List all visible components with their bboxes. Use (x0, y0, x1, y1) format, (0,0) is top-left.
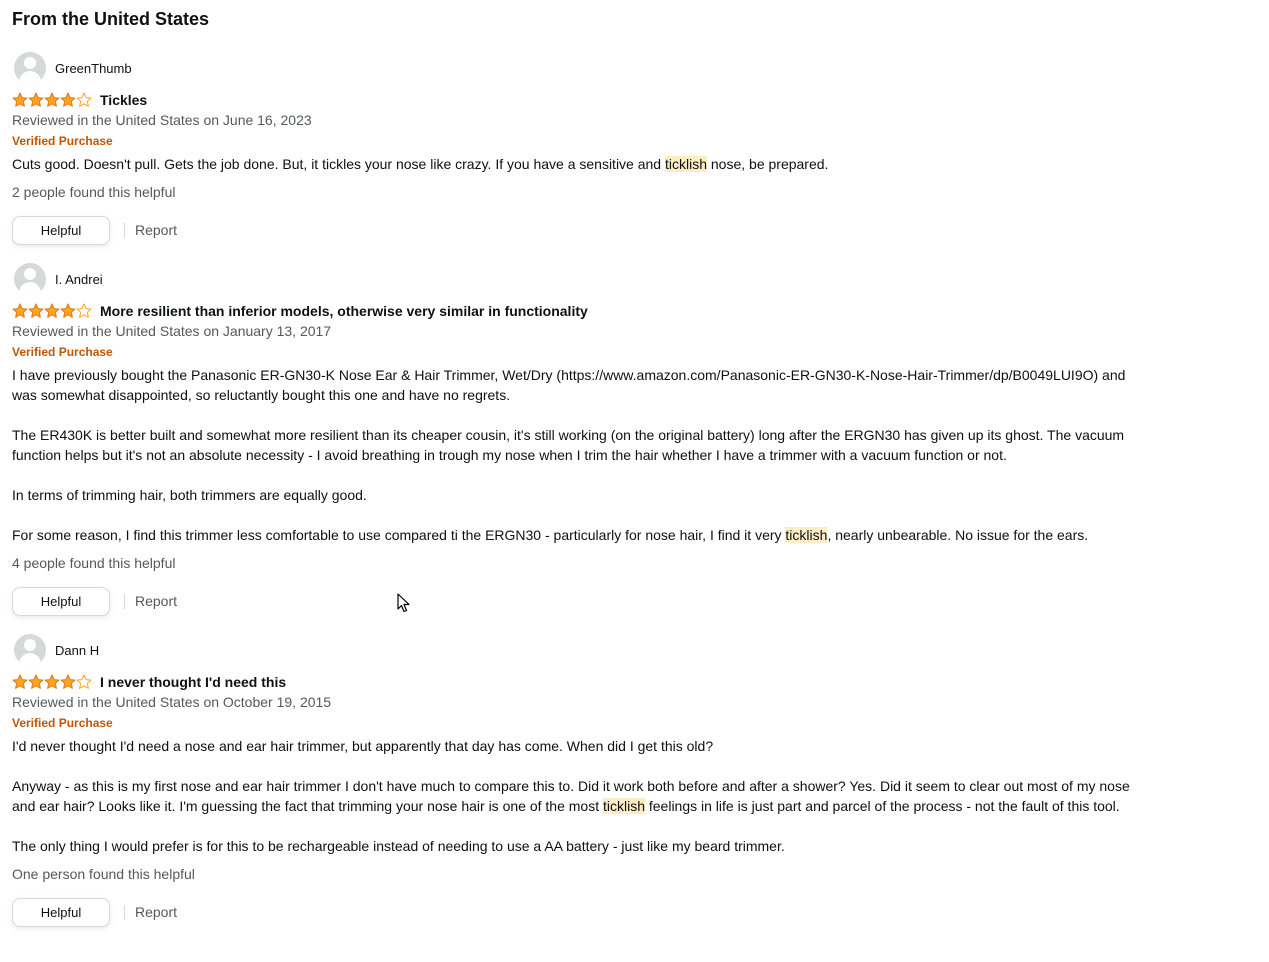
helpful-button[interactable]: Helpful (12, 898, 110, 927)
search-highlight: ticklish (785, 527, 828, 543)
divider (124, 223, 125, 238)
review-title[interactable]: Tickles (100, 92, 148, 108)
reviewer-profile[interactable] (12, 263, 1142, 295)
star-filled-icon (12, 92, 28, 108)
review-paragraph: For some reason, I find this trimmer less comfortable to use compared ti the ERGN30 - particularly for nose hair, I find it very ticklish, nearly unbearable. No issue for the ears. (12, 527, 1089, 543)
star-rating[interactable] (12, 674, 92, 690)
review-title[interactable]: More resilient than inferior models, otherwise very similar in functionality (100, 303, 588, 319)
review-paragraph: I have previously bought the Panasonic ER-GN30-K Nose Ear & Hair Trimmer, Wet/Dry (https://www.amazon.com/Panasonic-ER-GN30-K-Nose-Hair-Trimmer/dp/B0049LUI9O) and was somewhat disappointed, so reluctantly bought this one and have no regrets. (12, 367, 1126, 403)
review-card (12, 263, 1142, 616)
review-paragraph: The only thing I would prefer is for this to be rechargeable instead of needing to use a AA battery - just like my beard trimmer. (12, 838, 785, 854)
review-paragraph: The ER430K is better built and somewhat more resilient than its cheaper cousin, it's still working (on the original battery) long after the ERGN30 has given up its ghost. The vacuum function helps but it's not an absolute necessity - I avoid breathing in trough my nose when I trim the hair whether I have a trimmer with a vacuum function or not. (12, 427, 1125, 463)
verified-purchase-badge[interactable]: Verified Purchase (12, 345, 113, 359)
reviewer-profile[interactable] (12, 634, 1142, 666)
star-filled-icon (12, 674, 28, 690)
reviewer-name[interactable]: I. Andrei (55, 271, 103, 287)
review-paragraph: In terms of trimming hair, both trimmers are equally good. (12, 487, 367, 503)
review-date: Reviewed in the United States on October 19, 2015 (12, 694, 332, 710)
helpful-button[interactable]: Helpful (12, 216, 110, 245)
verified-purchase-badge[interactable]: Verified Purchase (12, 134, 113, 148)
reviewer-profile[interactable] (12, 52, 1142, 84)
star-filled-icon (12, 303, 28, 319)
verified-purchase-badge[interactable]: Verified Purchase (12, 716, 113, 730)
star-empty-icon (76, 674, 92, 690)
mouse-cursor-icon (397, 593, 411, 613)
search-highlight: ticklish (664, 156, 707, 172)
divider (124, 594, 125, 609)
review-body (12, 736, 1142, 856)
star-filled-icon (44, 92, 60, 108)
section-title: From the United States (12, 9, 210, 29)
star-empty-icon (76, 92, 92, 108)
report-link[interactable]: Report (135, 593, 178, 609)
star-filled-icon (44, 303, 60, 319)
star-filled-icon (60, 303, 76, 319)
star-filled-icon (28, 674, 44, 690)
reviewer-name[interactable]: GreenThumb (55, 60, 132, 76)
avatar-icon (14, 263, 46, 295)
review-date: Reviewed in the United States on June 16, 2023 (12, 112, 312, 128)
review-body (12, 365, 1142, 545)
helpful-count: One person found this helpful (12, 866, 195, 882)
star-filled-icon (60, 674, 76, 690)
review-paragraph: Cuts good. Doesn't pull. Gets the job done. But, it tickles your nose like crazy. If you have a sensitive and ticklish nose, be prepared. (12, 156, 829, 172)
report-link[interactable]: Report (135, 222, 178, 238)
star-filled-icon (44, 674, 60, 690)
star-filled-icon (28, 92, 44, 108)
star-empty-icon (76, 303, 92, 319)
avatar-icon (14, 52, 46, 84)
review-card (12, 52, 1142, 245)
review-paragraph: I'd never thought I'd need a nose and ear hair trimmer, but apparently that day has come. When did I get this old? (12, 738, 714, 754)
avatar-icon (14, 634, 46, 666)
star-filled-icon (60, 92, 76, 108)
star-rating[interactable] (12, 92, 92, 108)
helpful-button[interactable]: Helpful (12, 587, 110, 616)
star-rating[interactable] (12, 303, 92, 319)
review-body (12, 154, 1142, 174)
reviewer-name[interactable]: Dann H (55, 642, 100, 658)
review-title[interactable]: I never thought I'd need this (100, 674, 287, 690)
review-card (12, 634, 1142, 927)
helpful-count: 2 people found this helpful (12, 184, 176, 200)
search-highlight: ticklish (602, 798, 645, 814)
star-filled-icon (28, 303, 44, 319)
review-paragraph: Anyway - as this is my first nose and ear hair trimmer I don't have much to compare this to. Did it work both before and after a shower? Yes. Did it seem to clear out most of my nose and ear hair? Looks like it. I'm guessing the fact that trimming your nose hair is one of the most ticklish feelings in life is just part and parcel of the process - not the fault of this tool. (12, 778, 1130, 814)
divider (124, 905, 125, 920)
report-link[interactable]: Report (135, 904, 178, 920)
review-date: Reviewed in the United States on January 13, 2017 (12, 323, 332, 339)
helpful-count: 4 people found this helpful (12, 555, 176, 571)
